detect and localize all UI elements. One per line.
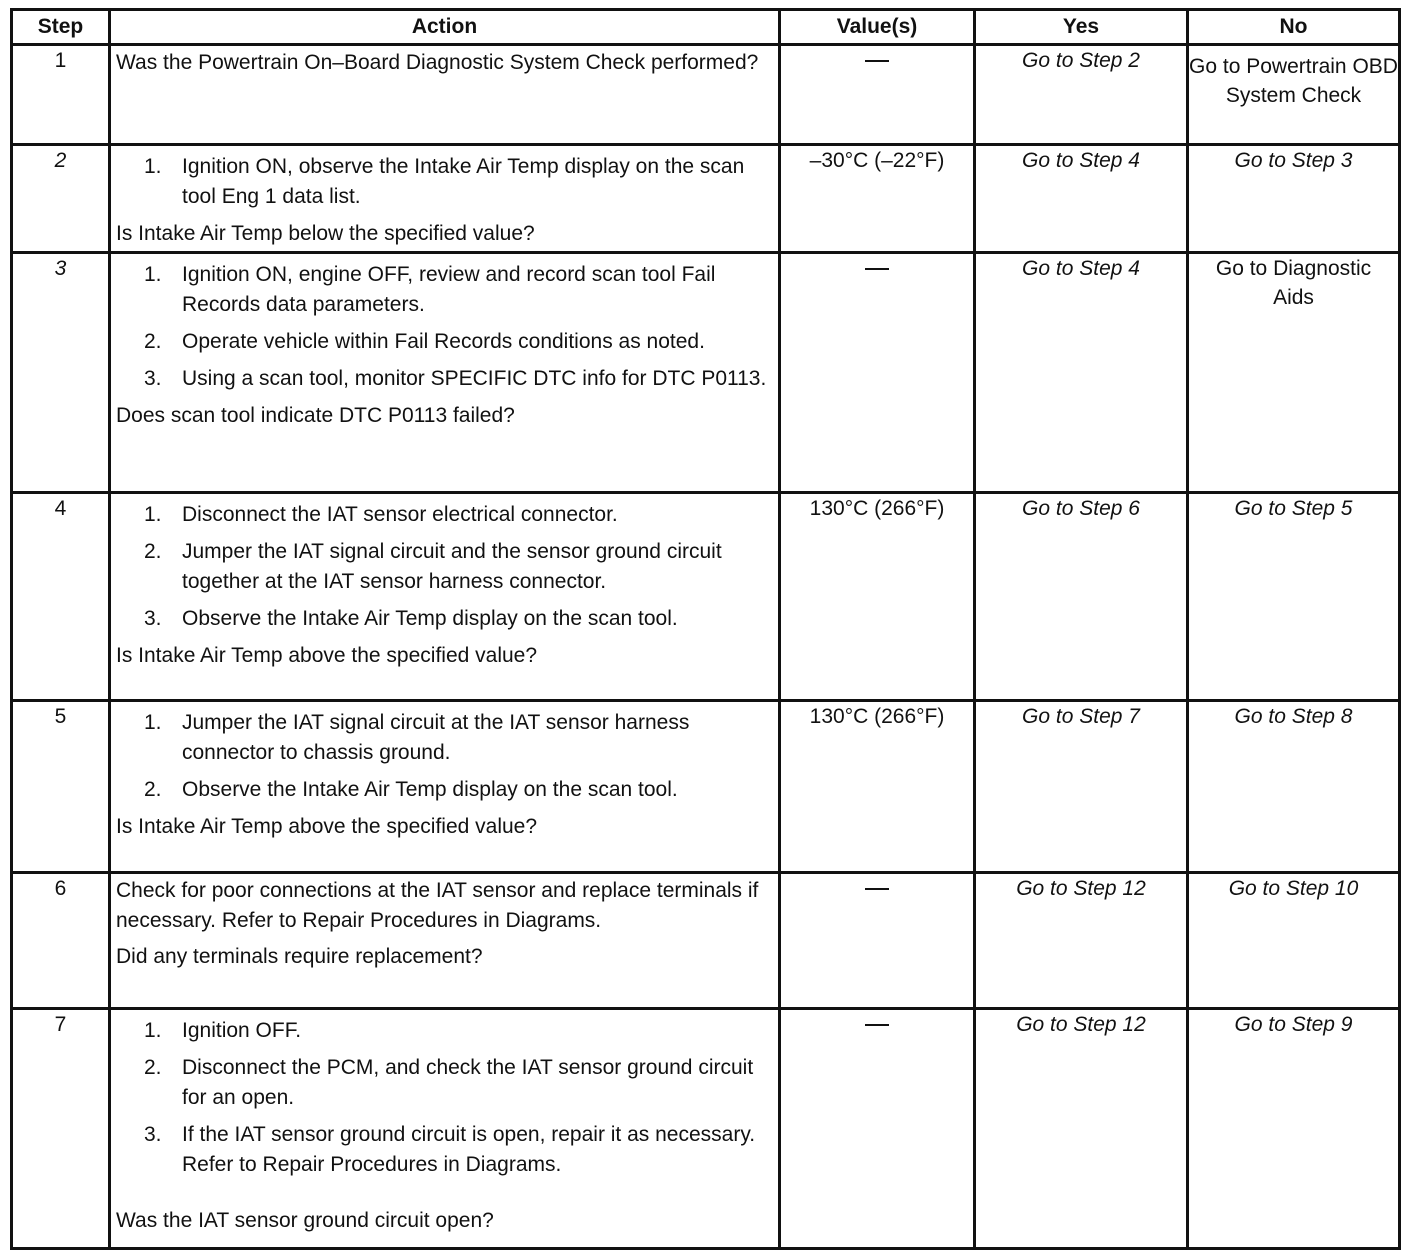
value-cell: –30°C (–22°F) bbox=[780, 145, 975, 253]
no-cell bbox=[1188, 253, 1400, 493]
action-question: Did any terminals require replacement? bbox=[116, 945, 483, 968]
step-number: 4 bbox=[12, 493, 110, 701]
action-steps bbox=[116, 260, 774, 394]
action-steps bbox=[116, 708, 774, 805]
no-cell bbox=[1188, 701, 1400, 873]
table-row bbox=[12, 701, 1400, 873]
action-cell bbox=[110, 701, 780, 873]
yes-link[interactable]: Go to Step 12 bbox=[1016, 1013, 1146, 1036]
header-no: No bbox=[1188, 10, 1400, 45]
yes-cell bbox=[975, 1009, 1188, 1249]
yes-link[interactable]: Go to Step 7 bbox=[1022, 705, 1140, 728]
value-cell bbox=[780, 253, 975, 493]
action-step: 1. Ignition ON, engine OFF, review and record scan tool Fail Records data parameters. bbox=[144, 263, 716, 316]
no-link[interactable]: Go to Step 9 bbox=[1234, 1013, 1353, 1036]
yes-cell bbox=[975, 253, 1188, 493]
action-step: 1. Disconnect the IAT sensor electrical connector. bbox=[144, 503, 618, 526]
action-cell bbox=[110, 873, 780, 1009]
table-row bbox=[12, 1009, 1400, 1249]
table-row bbox=[12, 873, 1400, 1009]
yes-cell bbox=[975, 701, 1188, 873]
table-row bbox=[12, 493, 1400, 701]
no-cell bbox=[1188, 45, 1400, 145]
action-cell bbox=[110, 145, 780, 253]
action-step: 1. Ignition OFF. bbox=[144, 1019, 302, 1042]
action-step: 1. Ignition ON, observe the Intake Air Temp display on the scan tool Eng 1 data list. bbox=[144, 155, 745, 208]
action-question: Is Intake Air Temp above the specified value? bbox=[116, 815, 538, 838]
no-link[interactable]: Go to Powertrain OBD System Check bbox=[1189, 55, 1398, 107]
action-cell bbox=[110, 493, 780, 701]
action-steps bbox=[116, 1016, 774, 1180]
yes-cell bbox=[975, 873, 1188, 1009]
step-number: 1 bbox=[12, 45, 110, 145]
no-link[interactable]: Go to Step 5 bbox=[1234, 497, 1353, 520]
header-yes: Yes bbox=[975, 10, 1188, 45]
yes-link[interactable]: Go to Step 4 bbox=[1022, 149, 1140, 172]
action-step: 2. Disconnect the PCM, and check the IAT sensor ground circuit for an open. bbox=[144, 1056, 754, 1109]
action-text: Was the Powertrain On–Board Diagnostic System Check performed? bbox=[116, 51, 759, 74]
value-cell: 130°C (266°F) bbox=[780, 493, 975, 701]
action-cell bbox=[110, 253, 780, 493]
yes-link[interactable]: Go to Step 12 bbox=[1016, 877, 1146, 900]
action-steps bbox=[116, 152, 774, 212]
no-cell bbox=[1188, 1009, 1400, 1249]
no-link[interactable]: Go to Step 10 bbox=[1228, 877, 1359, 900]
step-number: 6 bbox=[12, 873, 110, 1009]
table-row bbox=[12, 145, 1400, 253]
diagnostic-table bbox=[10, 8, 1401, 1250]
value-cell bbox=[780, 873, 975, 1009]
action-question: Does scan tool indicate DTC P0113 failed? bbox=[116, 404, 515, 427]
yes-link[interactable]: Go to Step 6 bbox=[1022, 497, 1140, 520]
dash-mark bbox=[865, 268, 889, 270]
step-number: 3 bbox=[12, 253, 110, 493]
action-question: Was the IAT sensor ground circuit open? bbox=[116, 1209, 494, 1232]
action-steps bbox=[116, 500, 774, 634]
yes-cell bbox=[975, 145, 1188, 253]
action-step: 3. Using a scan tool, monitor SPECIFIC DTC info for DTC P0113. bbox=[144, 367, 767, 390]
action-step: 3. If the IAT sensor ground circuit is open, repair it as necessary. Refer to Repair Procedures in Diagrams. bbox=[144, 1123, 756, 1176]
header-values: Value(s) bbox=[780, 10, 975, 45]
action-step: 3. Observe the Intake Air Temp display on the scan tool. bbox=[144, 607, 678, 630]
value-cell bbox=[780, 45, 975, 145]
action-step: 2. Jumper the IAT signal circuit and the sensor ground circuit together at the IAT sensor harness connector. bbox=[144, 540, 722, 593]
action-step: 2. Operate vehicle within Fail Records conditions as noted. bbox=[144, 330, 705, 353]
dash-mark bbox=[865, 1024, 889, 1026]
dash-mark bbox=[865, 60, 889, 62]
action-question: Is Intake Air Temp above the specified value? bbox=[116, 644, 538, 667]
yes-cell bbox=[975, 45, 1188, 145]
no-link[interactable]: Go to Step 8 bbox=[1234, 705, 1353, 728]
table-row bbox=[12, 253, 1400, 493]
value-cell: 130°C (266°F) bbox=[780, 701, 975, 873]
action-step: 2. Observe the Intake Air Temp display on the scan tool. bbox=[144, 778, 678, 801]
value-cell bbox=[780, 1009, 975, 1249]
dash-mark bbox=[865, 888, 889, 890]
action-text: Check for poor connections at the IAT sensor and replace terminals if necessary. Refer to Repair Procedures in Diagrams. bbox=[116, 879, 759, 932]
yes-cell bbox=[975, 493, 1188, 701]
no-link[interactable]: Go to Step 3 bbox=[1234, 149, 1353, 172]
yes-link[interactable]: Go to Step 2 bbox=[1022, 49, 1140, 72]
action-cell bbox=[110, 1009, 780, 1249]
header-action: Action bbox=[110, 10, 780, 45]
step-number: 2 bbox=[12, 145, 110, 253]
action-question: Is Intake Air Temp below the specified value? bbox=[116, 222, 535, 245]
header-step: Step bbox=[12, 10, 110, 45]
yes-link[interactable]: Go to Step 4 bbox=[1022, 257, 1140, 280]
header-row bbox=[12, 10, 1400, 45]
no-cell bbox=[1188, 145, 1400, 253]
table-row bbox=[12, 45, 1400, 145]
no-cell bbox=[1188, 873, 1400, 1009]
no-link[interactable]: Go to Diagnostic Aids bbox=[1215, 257, 1372, 309]
no-cell bbox=[1188, 493, 1400, 701]
step-number: 7 bbox=[12, 1009, 110, 1249]
action-cell bbox=[110, 45, 780, 145]
action-step: 1. Jumper the IAT signal circuit at the IAT sensor harness connector to chassis ground. bbox=[144, 711, 690, 764]
step-number: 5 bbox=[12, 701, 110, 873]
